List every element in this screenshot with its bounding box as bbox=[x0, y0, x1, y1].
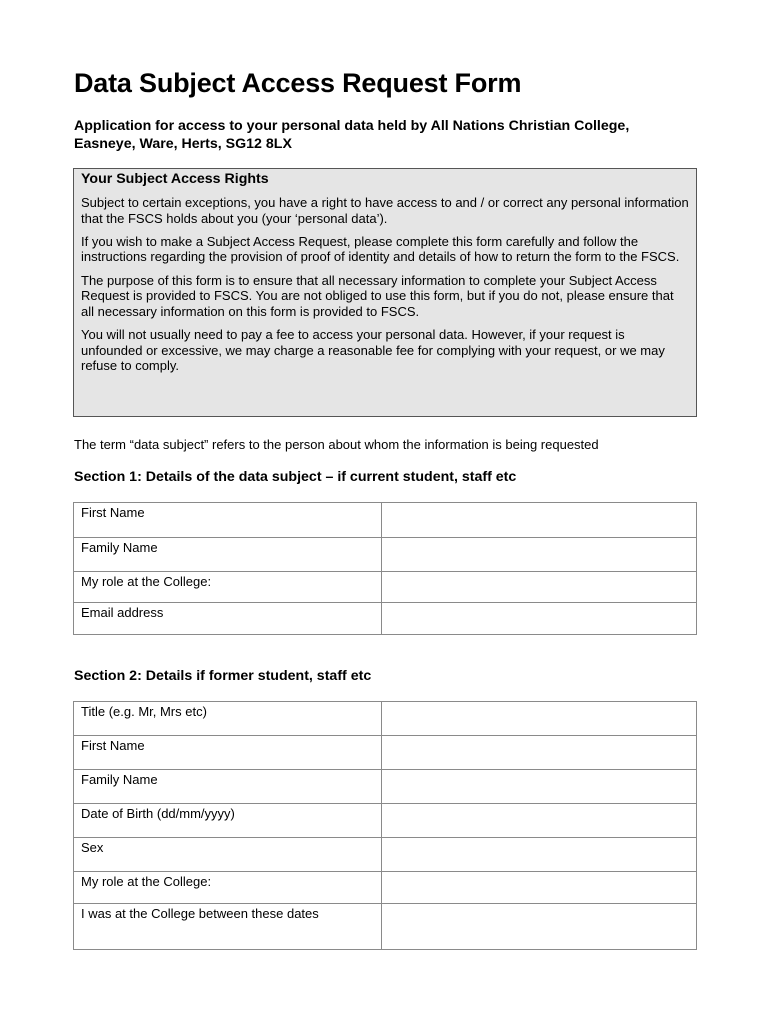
section-2-title: Section 2: Details if former student, staff etc bbox=[74, 668, 372, 684]
subtitle-line-2: Easneye, Ware, Herts, SG12 8LX bbox=[74, 136, 292, 152]
field-label: Date of Birth (dd/mm/yyyy) bbox=[74, 804, 382, 838]
rights-paragraph: Subject to certain exceptions, you have a right to have access to and / or correct any personal information that the FSCS holds about you (your ‘personal data’). bbox=[81, 195, 689, 226]
title-field[interactable] bbox=[382, 702, 697, 736]
field-label: Family Name bbox=[74, 538, 382, 572]
table-row bbox=[74, 736, 697, 770]
table-row bbox=[74, 838, 697, 872]
field-label: Family Name bbox=[74, 770, 382, 804]
field-label: First Name bbox=[74, 503, 382, 538]
field-label: My role at the College: bbox=[74, 572, 382, 603]
college-role-field[interactable] bbox=[382, 872, 697, 904]
rights-heading: Your Subject Access Rights bbox=[81, 171, 269, 187]
section-2-table bbox=[73, 701, 697, 950]
table-row bbox=[74, 503, 697, 538]
field-label: I was at the College between these dates bbox=[74, 904, 382, 950]
form-subtitle bbox=[74, 117, 714, 153]
table-row bbox=[74, 770, 697, 804]
section-1-table bbox=[73, 502, 697, 635]
table-row bbox=[74, 702, 697, 736]
first-name-field[interactable] bbox=[382, 736, 697, 770]
college-role-field[interactable] bbox=[382, 572, 697, 603]
rights-paragraph: You will not usually need to pay a fee to access your personal data. However, if your request is unfounded or excessive, we may charge a reasonable fee for complying with your request, or we may refuse to comply. bbox=[81, 326, 665, 374]
subtitle-line-1: Application for access to your personal data held by All Nations Christian College, bbox=[74, 118, 630, 134]
rights-paragraph: The purpose of this form is to ensure that all necessary information to complete your Subject Access Request is provided to FSCS. You are not obliged to use this form, but if you do not, please ensure that all necessary information on this form is provided to FSCS. bbox=[81, 272, 674, 319]
table-row bbox=[74, 603, 697, 635]
field-label: My role at the College: bbox=[74, 872, 382, 904]
table-row bbox=[74, 538, 697, 572]
field-label: Email address bbox=[74, 603, 382, 635]
field-label: First Name bbox=[74, 736, 382, 770]
attendance-dates-field[interactable] bbox=[382, 904, 697, 950]
date-of-birth-field[interactable] bbox=[382, 804, 697, 838]
family-name-field[interactable] bbox=[382, 770, 697, 804]
section-1-title: Section 1: Details of the data subject – if current student, staff etc bbox=[74, 469, 517, 485]
sex-field[interactable] bbox=[382, 838, 697, 872]
family-name-field[interactable] bbox=[382, 538, 697, 572]
field-label: Title (e.g. Mr, Mrs etc) bbox=[74, 702, 382, 736]
rights-paragraph: If you wish to make a Subject Access Request, please complete this form carefully and follow the instructions regarding the provision of proof of identity and details of how to return the form to the FSCS. bbox=[81, 233, 680, 265]
table-row bbox=[74, 804, 697, 838]
page-title: Data Subject Access Request Form bbox=[74, 68, 522, 98]
table-row bbox=[74, 904, 697, 950]
table-row bbox=[74, 572, 697, 603]
table-row bbox=[74, 872, 697, 904]
email-field[interactable] bbox=[382, 603, 697, 635]
field-label: Sex bbox=[74, 838, 382, 872]
first-name-field[interactable] bbox=[382, 503, 697, 538]
data-subject-note: The term “data subject” refers to the person about whom the information is being requested bbox=[74, 437, 599, 452]
subject-access-rights-box bbox=[73, 168, 697, 417]
